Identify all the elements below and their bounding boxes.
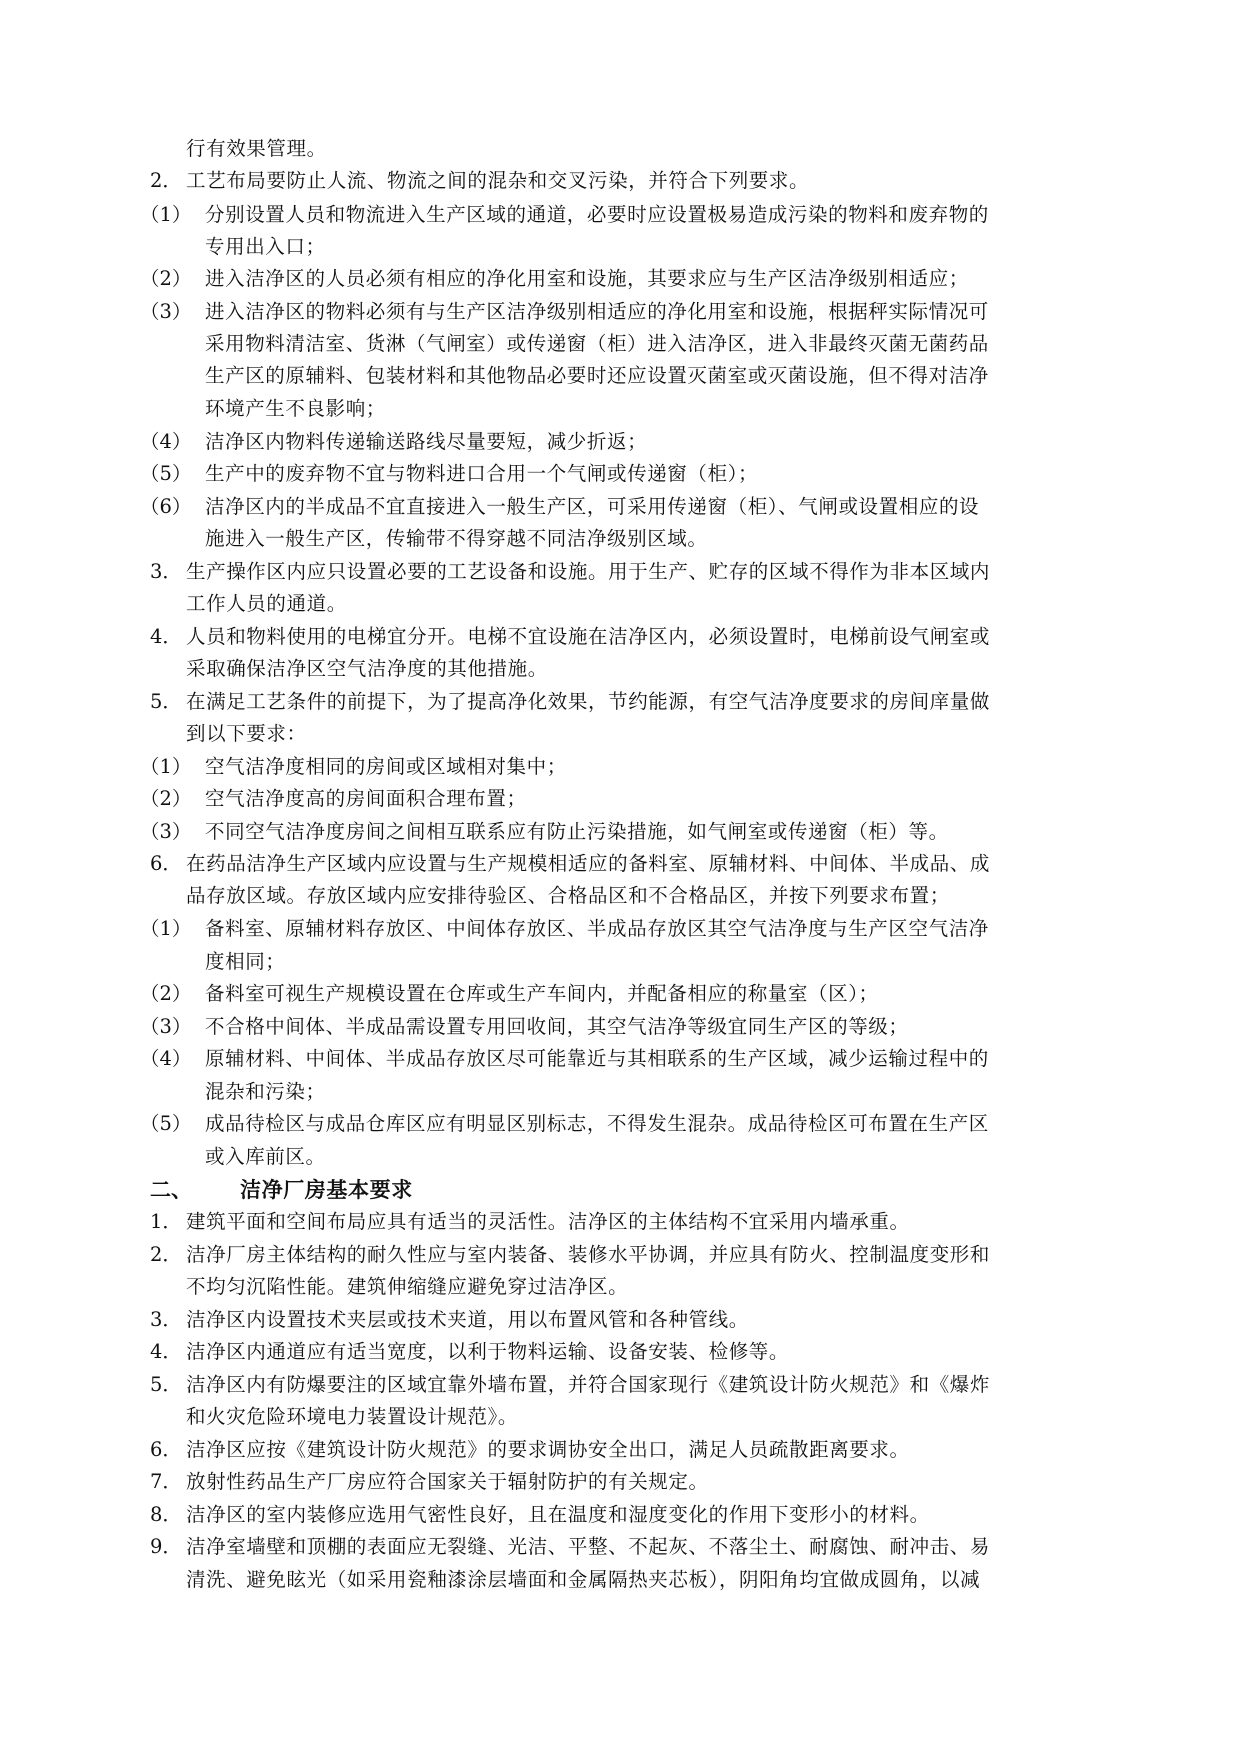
list-marker: 5． xyxy=(150,1373,182,1396)
list-item: 原辅材料、中间体、半成品存放区尽可能靠近与其相联系的生产区域，减少运输过程中的 xyxy=(205,1047,989,1070)
list-item: 洁净室墙壁和顶棚的表面应无裂缝、光洁、平整、不起灰、不落尘土、耐腐蚀、耐冲击、易 xyxy=(186,1535,991,1558)
text-line: 采用物料清洁室、货淋（气闸室）或传递窗（柜）进入洁净区，进入非最终灭菌无菌药品 xyxy=(205,332,989,355)
list-item: 洁净区应按《建筑设计防火规范》的要求调协安全出口，满足人员疏散距离要求。 xyxy=(186,1438,910,1461)
list-item: 洁净区内设置技术夹层或技术夹道，用以布置风管和各种管线。 xyxy=(186,1308,749,1331)
list-marker: 5． xyxy=(150,690,182,713)
text-line: 环境产生不良影响； xyxy=(205,397,386,420)
list-item: 不同空气洁净度房间之间相互联系应有防止污染措施，如气闸室或传递窗（柜）等。 xyxy=(205,820,949,843)
text-line: 施进入一般生产区，传输带不得穿越不同洁净级别区域。 xyxy=(205,527,708,550)
list-item: 洁净区内有防爆要注的区域宜靠外墙布置，并符合国家现行《建筑设计防火规范》和《爆炸 xyxy=(186,1373,991,1396)
list-marker: 4． xyxy=(150,625,182,648)
list-item: 进入洁净区的物料必须有与生产区洁净级别相适应的净化用室和设施，根据秤实际情况可 xyxy=(205,300,989,323)
list-item: 洁净区的室内装修应选用气密性良好，且在温度和湿度变化的作用下变形小的材料。 xyxy=(186,1503,930,1526)
list-marker: （3） xyxy=(140,300,192,323)
list-marker: （6） xyxy=(140,495,192,518)
text-line: 生产区的原辅料、包装材料和其他物品必要时还应设置灭菌室或灭菌设施，但不得对洁净 xyxy=(205,364,989,387)
list-item: 不合格中间体、半成品需设置专用回收间，其空气洁净等级宜同生产区的等级； xyxy=(205,1015,909,1038)
list-marker: 1． xyxy=(150,1210,182,1233)
list-marker: 3． xyxy=(150,560,182,583)
text-line: 到以下要求： xyxy=(186,722,307,745)
text-line: 和火灾危险环境电力装置设计规范》。 xyxy=(186,1405,518,1428)
list-item: 人员和物料使用的电梯宜分开。电梯不宜设施在洁净区内，必须设置时，电梯前设气闸室或 xyxy=(186,625,991,648)
list-marker: （1） xyxy=(140,755,192,778)
list-item: 在药品洁净生产区域内应设置与生产规模相适应的备料室、原辅材料、中间体、半成品、成 xyxy=(186,852,991,875)
list-item: 分别设置人员和物流进入生产区域的通道，必要时应设置极易造成污染的物料和废弃物的 xyxy=(205,203,989,226)
list-item: 洁净厂房主体结构的耐久性应与室内装备、装修水平协调，并应具有防火、控制温度变形和 xyxy=(186,1243,991,1266)
list-marker: 3． xyxy=(150,1308,182,1331)
list-item: 建筑平面和空间布局应具有适当的灵活性。洁净区的主体结构不宜采用内墙承重。 xyxy=(186,1210,910,1233)
list-item: 洁净区内物料传递输送路线尽量要短，减少折返； xyxy=(205,430,648,453)
text-line: 清洗、避免眩光（如采用瓷釉漆涂层墙面和金属隔热夹芯板），阴阳角均宜做成圆角，以减 xyxy=(186,1568,981,1591)
list-item: 洁净区内通道应有适当宽度，以利于物料运输、设备安装、检修等。 xyxy=(186,1340,790,1363)
list-marker: 9． xyxy=(150,1535,182,1558)
text-line: 品存放区域。存放区域内应安排待验区、合格品区和不合格品区，并按下列要求布置； xyxy=(186,884,950,907)
list-item: 空气洁净度相同的房间或区域相对集中； xyxy=(205,755,567,778)
list-marker: （1） xyxy=(140,917,192,940)
text-line: 混杂和污染； xyxy=(205,1080,326,1103)
list-marker: （4） xyxy=(140,1047,192,1070)
list-marker: （2） xyxy=(140,982,192,1005)
list-item: 工艺布局要防止人流、物流之间的混杂和交叉污染，并符合下列要求。 xyxy=(186,169,810,192)
list-item: 在满足工艺条件的前提下，为了提高净化效果，节约能源，有空气洁净度要求的房间庠量做 xyxy=(186,690,991,713)
section-heading: 洁净厂房基本要求 xyxy=(240,1177,413,1202)
text-line: 行有效果管理。 xyxy=(186,137,327,160)
list-item: 放射性药品生产厂房应符合国家关于辐射防护的有关规定。 xyxy=(186,1470,709,1493)
list-marker: （2） xyxy=(140,267,192,290)
section-number: 二、 xyxy=(150,1177,192,1202)
text-line: 不均匀沉陷性能。建筑伸缩缝应避免穿过洁净区。 xyxy=(186,1275,629,1298)
list-marker: 6． xyxy=(150,1438,182,1461)
list-marker: （5） xyxy=(140,1112,192,1135)
list-marker: （3） xyxy=(140,1015,192,1038)
text-line: 或入库前区。 xyxy=(205,1145,326,1168)
list-item: 备料室可视生产规模设置在仓库或生产车间内，并配备相应的称量室（区）； xyxy=(205,982,879,1005)
list-item: 生产操作区内应只设置必要的工艺设备和设施。用于生产、贮存的区域不得作为非本区域内 xyxy=(186,560,991,583)
list-marker: 7． xyxy=(150,1470,182,1493)
list-item: 洁净区内的半成品不宜直接进入一般生产区，可采用传递窗（柜）、气闸或设置相应的设 xyxy=(205,495,980,518)
list-marker: 4． xyxy=(150,1340,182,1363)
text-line: 工作人员的通道。 xyxy=(186,592,347,615)
list-marker: （5） xyxy=(140,462,192,485)
list-item: 进入洁净区的人员必须有相应的净化用室和设施，其要求应与生产区洁净级别相适应； xyxy=(205,267,969,290)
list-item: 备料室、原辅材料存放区、中间体存放区、半成品存放区其空气洁净度与生产区空气洁净 xyxy=(205,917,989,940)
text-line: 采取确保洁净区空气洁净度的其他措施。 xyxy=(186,657,548,680)
list-item: 成品待检区与成品仓库区应有明显区别标志，不得发生混杂。成品待检区可布置在生产区 xyxy=(205,1112,989,1135)
list-marker: 8． xyxy=(150,1503,182,1526)
list-marker: （4） xyxy=(140,430,192,453)
list-marker: 2． xyxy=(150,169,182,192)
text-line: 度相同； xyxy=(205,950,286,973)
list-marker: 6． xyxy=(150,852,182,875)
list-marker: （1） xyxy=(140,203,192,226)
list-marker: （2） xyxy=(140,787,192,810)
text-line: 专用出入口； xyxy=(205,235,326,258)
list-item: 空气洁净度高的房间面积合理布置； xyxy=(205,787,527,810)
list-marker: 2． xyxy=(150,1243,182,1266)
list-item: 生产中的废弃物不宜与物料进口合用一个气闸或传递窗（柜）； xyxy=(205,462,759,485)
list-marker: （3） xyxy=(140,820,192,843)
